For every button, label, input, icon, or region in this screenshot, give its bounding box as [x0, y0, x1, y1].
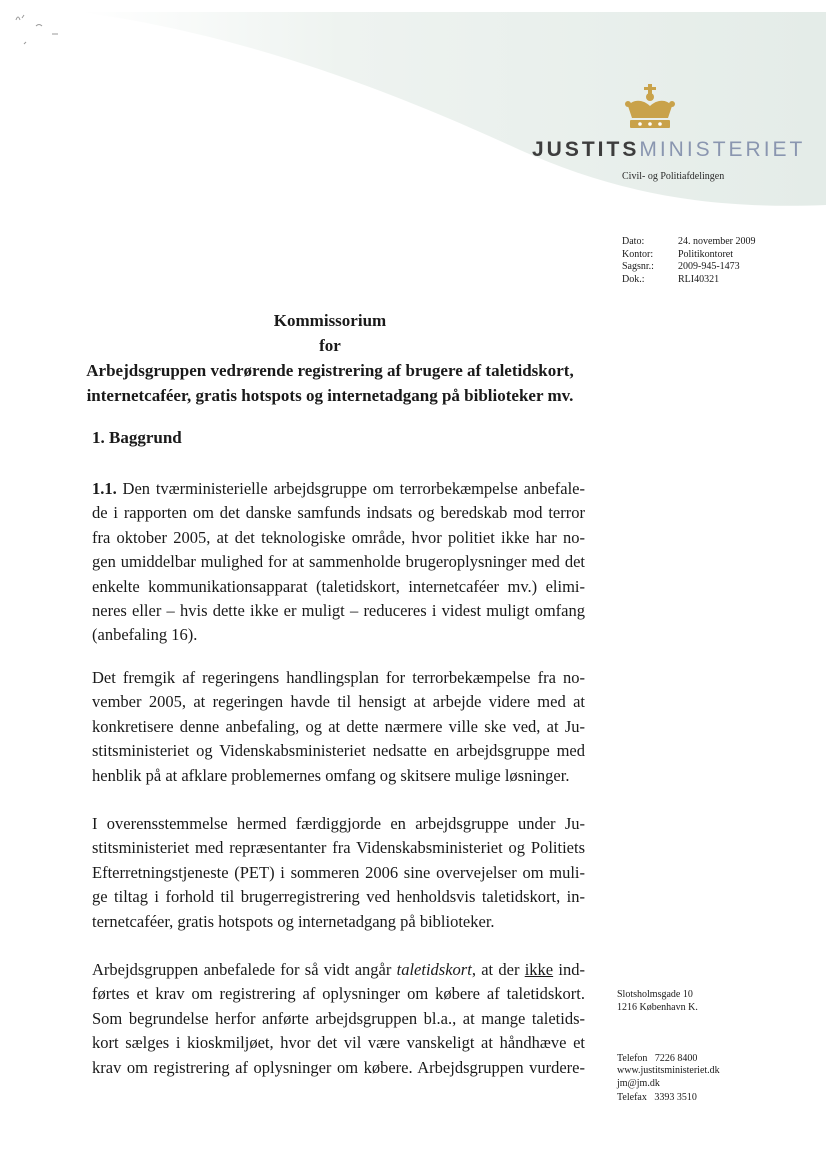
text-line: I overensstemmelse hermed færdiggjorde en arbejdsgruppe under Ju-	[92, 814, 585, 833]
emphasis-text: taletidskort	[396, 960, 472, 979]
meta-row-office	[622, 249, 756, 262]
meta-label: Sagsnr.:	[622, 261, 654, 272]
meta-value: 24. november 2009	[678, 236, 756, 247]
text-line: Det fremgik af regeringens handlingsplan for terrorbekæmpelse fra no-	[92, 668, 585, 687]
text-line: fra oktober 2005, at det teknologiske område, hvor politiet ikke har no-	[92, 527, 585, 547]
crown-logo-icon	[620, 84, 680, 132]
text-line: kort sælges i kioskmiljøet, hvor det vil være vanskeligt at håndhæve et	[92, 1033, 585, 1053]
text-fragment: , at der	[471, 960, 525, 979]
text-line: ge tiltag i forhold til brugerregistrering ved henholdsvis taletidskort, in-	[92, 887, 585, 907]
brand-light: MINISTERIET	[639, 138, 806, 161]
text-line: krav om registrering af oplysninger om købere. Arbejdsgruppen vurdere-	[92, 1057, 585, 1077]
meta-row-date	[622, 236, 756, 249]
document-meta	[622, 236, 756, 286]
text-line	[92, 958, 585, 982]
text-line: stitsministeriet med repræsentanter fra Videnskabsministeriet og Politiets	[92, 838, 585, 858]
paragraph-number: 1.1.	[92, 479, 117, 498]
ministry-logotype	[532, 138, 805, 162]
text-line: ternetcaféer, gratis hotspots og internetadgang på biblioteker.	[92, 911, 495, 931]
title-line: for	[319, 336, 341, 355]
meta-value: RLI40321	[678, 273, 720, 285]
phone-number: Telefon 7226 8400	[617, 1053, 698, 1064]
paragraph-3	[92, 812, 585, 934]
text-line: stitsministeriet og Videnskabsministeriet nedsatte en arbejdsgruppe med	[92, 741, 585, 761]
header-wave	[0, 0, 826, 230]
meta-row-document	[622, 274, 756, 287]
department-name: Civil- og Politiafdelingen	[622, 171, 725, 182]
footer-address	[617, 988, 698, 1014]
title-line: Arbejdsgruppen vedrørende registrering af brugere af taletidskort,	[86, 361, 574, 380]
meta-value: 2009-945-1473	[678, 261, 740, 272]
text-line: vember 2005, at regeringen havde til hensigt at arbejde videre med at	[92, 692, 585, 712]
website-link[interactable]: www.justitsministeriet.dk	[617, 1065, 720, 1076]
meta-value: Politikontoret	[678, 248, 733, 260]
footer-web	[617, 1064, 720, 1090]
text-line: Efterretningstjeneste (PET) i sommeren 2006 sine overvejelser om muli-	[92, 862, 585, 882]
text-line: henblik på at afklare problemernes omfang og skitsere mulige løsninger.	[92, 765, 570, 785]
meta-label: Kontor:	[622, 248, 654, 260]
title-line: Kommissorium	[273, 311, 387, 330]
text-line: gen umiddelbar mulighed for at sammenholde brugeroplysninger med det	[92, 552, 585, 572]
scan-marks	[8, 6, 68, 46]
text-line: neres eller – hvis dette ikke er muligt – reduceres i videst muligt omfang	[92, 601, 585, 621]
paragraph-2	[92, 666, 585, 788]
section-heading: 1. Baggrund	[92, 428, 182, 447]
brand-strong: JUSTITS	[532, 138, 640, 161]
text-line: de i rapporten om det danske samfunds indsats og beredskab mod terror	[92, 503, 585, 523]
underlined-text: ikke	[524, 960, 554, 979]
title-line: internetcaféer, gratis hotspots og internetadgang på biblioteker mv.	[86, 386, 574, 405]
email-link[interactable]: jm@jm.dk	[617, 1078, 660, 1089]
meta-row-case-number	[622, 261, 756, 274]
text-line: konkretisere denne anbefaling, og at dette nærmere ville ske ved, at Ju-	[92, 716, 585, 736]
fax-number: Telefax 3393 3510	[617, 1092, 697, 1103]
document-title	[80, 308, 580, 408]
address-street: Slotsholmsgade 10	[617, 989, 693, 1000]
text-line: enkelte kommunikationsapparat (taletidskort, internetcaféer mv.) elimi-	[92, 576, 585, 596]
text-fragment: Den tværministerielle arbejdsgruppe om terrorbekæmpelse anbefale-	[116, 479, 585, 498]
text-fragment: ind-	[553, 960, 585, 979]
text-line: førtes et krav om registrering af oplysninger om købere af taletidskort.	[92, 984, 585, 1004]
paragraph-4	[92, 958, 585, 1080]
meta-label: Dato:	[622, 236, 645, 247]
text-line: (anbefaling 16).	[92, 625, 198, 645]
address-city: 1216 København K.	[617, 1002, 698, 1013]
paragraph-1	[92, 477, 585, 648]
text-fragment: Arbejdsgruppen anbefalede for så vidt angår	[92, 960, 397, 979]
text-line	[92, 477, 585, 501]
text-line: Som begrundelse herfor anførte arbejdsgruppen bl.a., at mange taletids-	[92, 1008, 585, 1028]
meta-label: Dok.:	[622, 273, 645, 285]
